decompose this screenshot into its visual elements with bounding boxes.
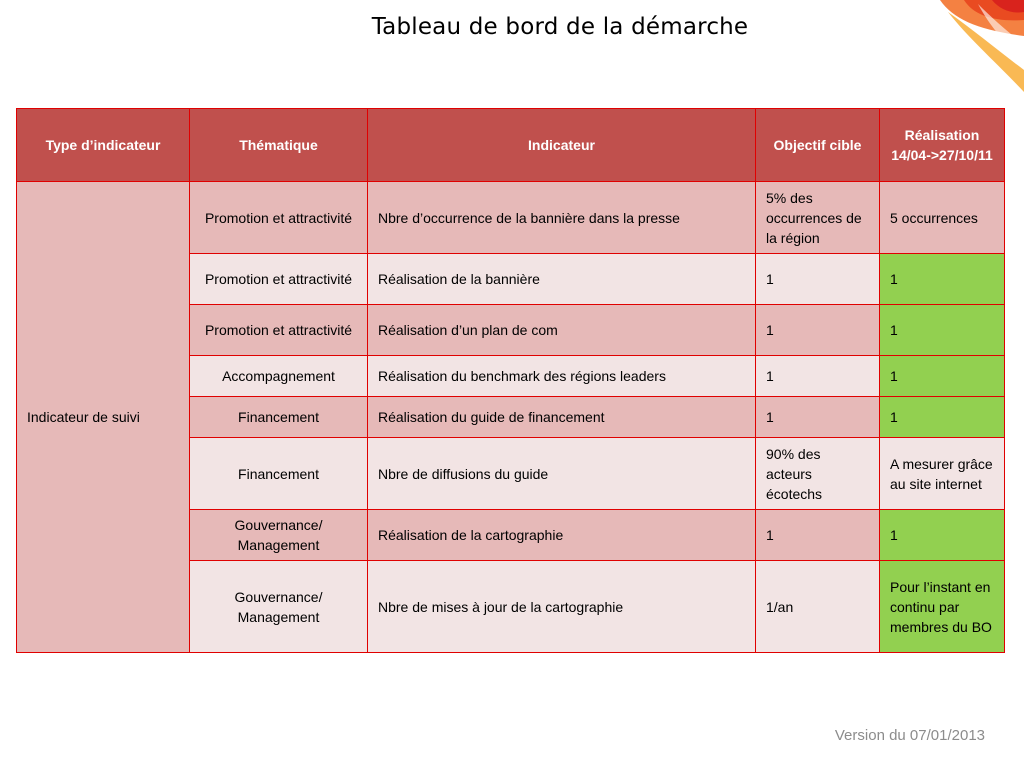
dashboard-table: [16, 108, 1005, 653]
indicator-type-cell: Indicateur de suivi: [17, 182, 190, 653]
indicator-cell: Réalisation de la cartographie: [368, 510, 756, 561]
indicator-cell: Réalisation du benchmark des régions leaders: [368, 356, 756, 397]
result-cell: 1: [880, 305, 1005, 356]
result-cell: 1: [880, 397, 1005, 438]
indicator-cell: Réalisation du guide de financement: [368, 397, 756, 438]
indicator-cell: Nbre d’occurrence de la bannière dans la presse: [368, 182, 756, 254]
result-cell: 1: [880, 356, 1005, 397]
table-row: [17, 182, 1005, 254]
target-cell: 90% des acteurs écotechs: [756, 438, 880, 510]
target-cell: 1/an: [756, 561, 880, 653]
version-label: Version du 07/01/2013: [834, 727, 985, 744]
result-cell: 5 occurrences: [880, 182, 1005, 254]
header-indicator: Indicateur: [368, 109, 756, 182]
header-result: Réalisation 14/04->27/10/11: [880, 109, 1005, 182]
result-cell: Pour l’instant en continu par membres du BO: [880, 561, 1005, 653]
target-cell: 5% des occurrences de la région: [756, 182, 880, 254]
result-cell: 1: [880, 510, 1005, 561]
indicator-cell: Nbre de mises à jour de la cartographie: [368, 561, 756, 653]
theme-cell: Financement: [190, 397, 368, 438]
header-theme: Thématique: [190, 109, 368, 182]
indicator-cell: Nbre de diffusions du guide: [368, 438, 756, 510]
theme-cell: Gouvernance/ Management: [190, 510, 368, 561]
result-cell: 1: [880, 254, 1005, 305]
target-cell: 1: [756, 397, 880, 438]
header-target: Objectif cible: [756, 109, 880, 182]
theme-cell: Promotion et attractivité: [190, 254, 368, 305]
target-cell: 1: [756, 356, 880, 397]
target-cell: 1: [756, 510, 880, 561]
theme-cell: Financement: [190, 438, 368, 510]
indicator-cell: Réalisation de la bannière: [368, 254, 756, 305]
theme-cell: Accompagnement: [190, 356, 368, 397]
result-cell: A mesurer grâce au site internet: [880, 438, 1005, 510]
header-type: Type d’indicateur: [17, 109, 190, 182]
theme-cell: Promotion et attractivité: [190, 182, 368, 254]
target-cell: 1: [756, 305, 880, 356]
theme-cell: Gouvernance/ Management: [190, 561, 368, 653]
page-title: Tableau de bord de la démarche: [371, 14, 749, 40]
indicator-cell: Réalisation d’un plan de com: [368, 305, 756, 356]
target-cell: 1: [756, 254, 880, 305]
theme-cell: Promotion et attractivité: [190, 305, 368, 356]
table-header-row: [17, 109, 1005, 182]
